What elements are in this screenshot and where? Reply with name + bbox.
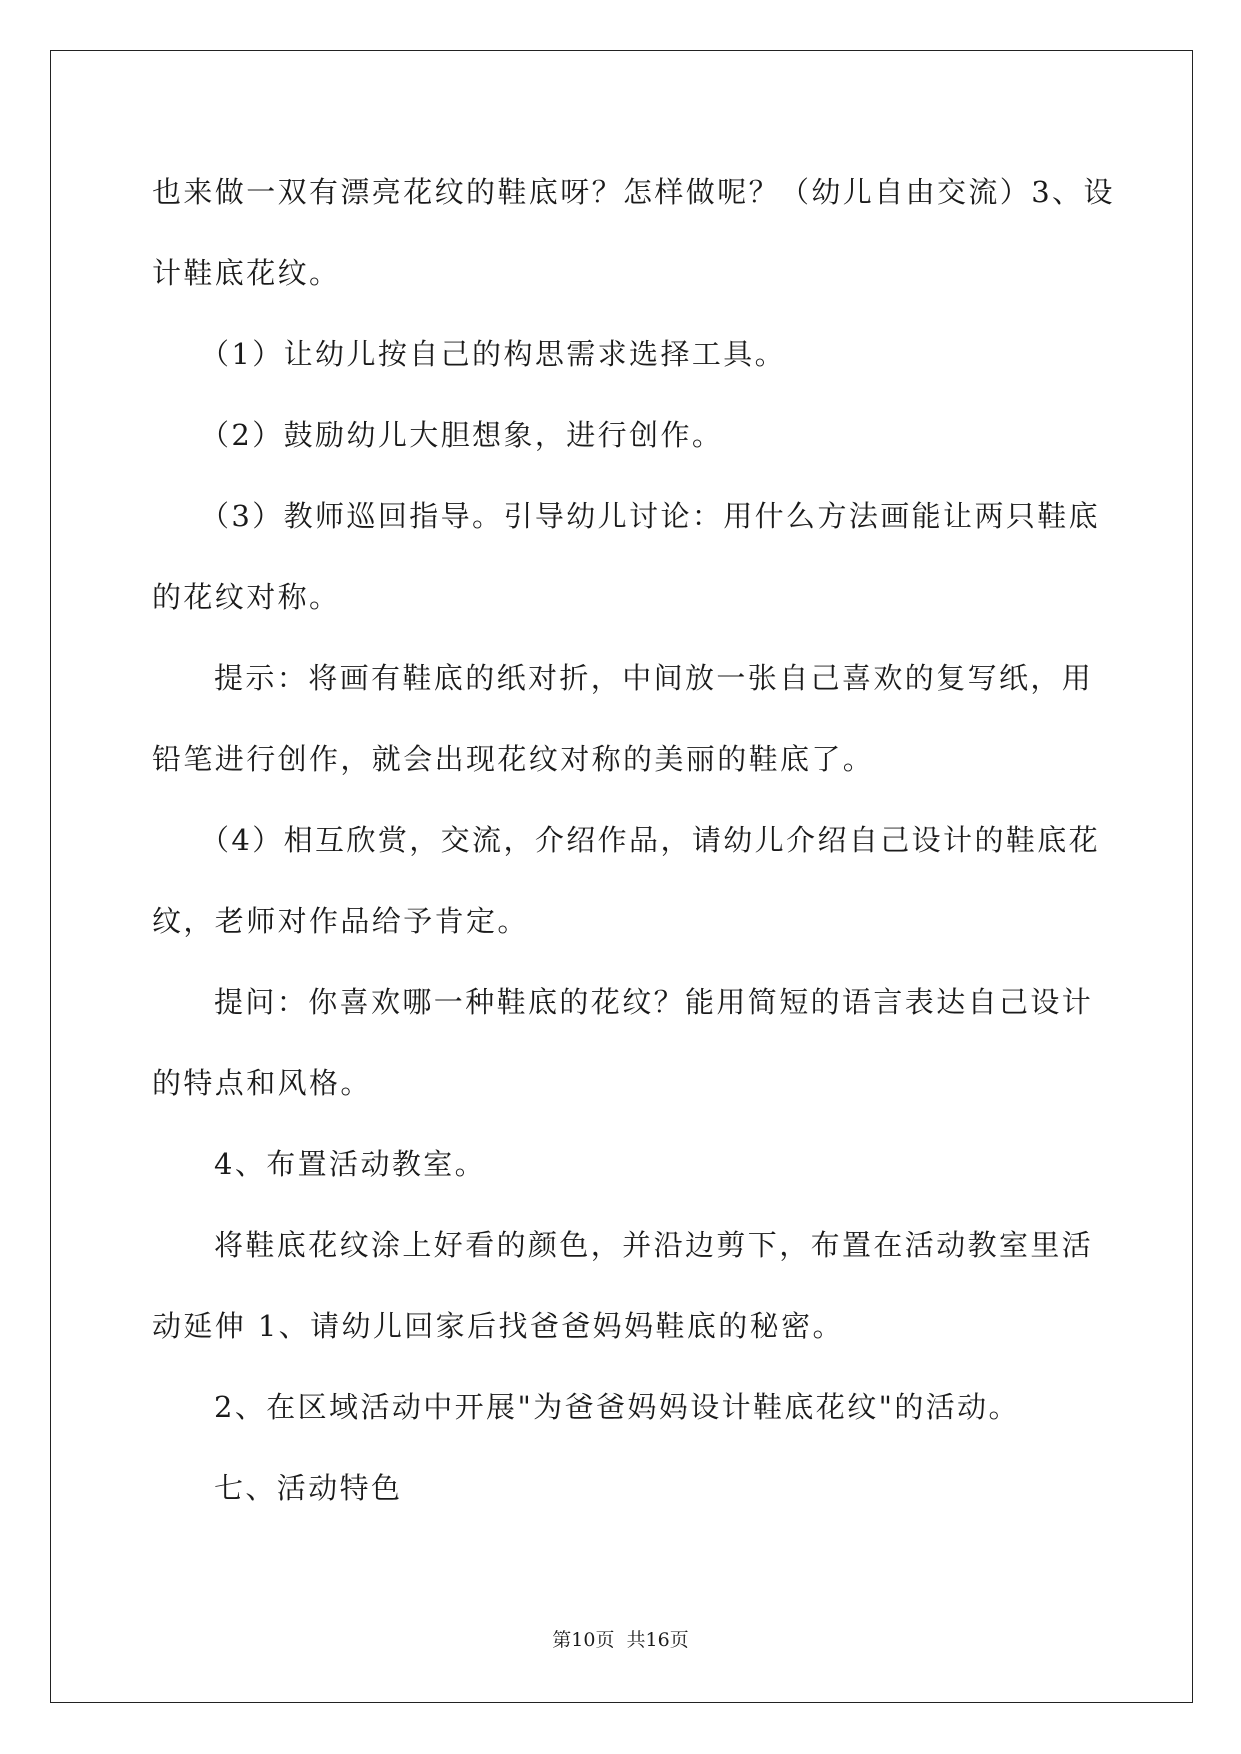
text-line: 的特点和风格。	[152, 1066, 372, 1100]
page-total: 共16页	[626, 1629, 689, 1651]
text-line: 铅笔进行创作，就会出现花纹对称的美丽的鞋底了。	[152, 742, 875, 776]
text-line: （2）鼓励幼儿大胆想象，进行创作。	[200, 418, 724, 452]
text-line: 2、在区域活动中开展"为爸爸妈妈设计鞋底花纹"的活动。	[214, 1390, 1020, 1424]
text-line: 提示：将画有鞋底的纸对折，中间放一张自己喜欢的复写纸，用	[214, 661, 1094, 695]
text-line: 纹，老师对作品给予肯定。	[152, 904, 529, 938]
text-line: （4）相互欣赏，交流，介绍作品，请幼儿介绍自己设计的鞋底花	[200, 823, 1101, 857]
page-border	[50, 50, 1193, 1703]
text-line: 七、活动特色	[214, 1471, 403, 1505]
text-line: 4、布置活动教室。	[214, 1147, 487, 1181]
text-line: 也来做一双有漂亮花纹的鞋底呀？怎样做呢？（幼儿自由交流）3、设	[152, 175, 1115, 209]
text-line: 的花纹对称。	[152, 580, 341, 614]
text-line: 动延伸 1、请幼儿回家后找爸爸妈妈鞋底的秘密。	[152, 1309, 844, 1343]
text-line: 计鞋底花纹。	[152, 256, 341, 290]
text-line: （1）让幼儿按自己的构思需求选择工具。	[200, 337, 787, 371]
page-footer	[0, 1628, 1241, 1652]
page-number: 第10页	[552, 1629, 615, 1651]
text-line: 提问：你喜欢哪一种鞋底的花纹？能用简短的语言表达自己设计	[214, 985, 1094, 1019]
text-line: 将鞋底花纹涂上好看的颜色，并沿边剪下，布置在活动教室里活	[214, 1228, 1094, 1262]
text-line: （3）教师巡回指导。引导幼儿讨论：用什么方法画能让两只鞋底	[200, 499, 1101, 533]
